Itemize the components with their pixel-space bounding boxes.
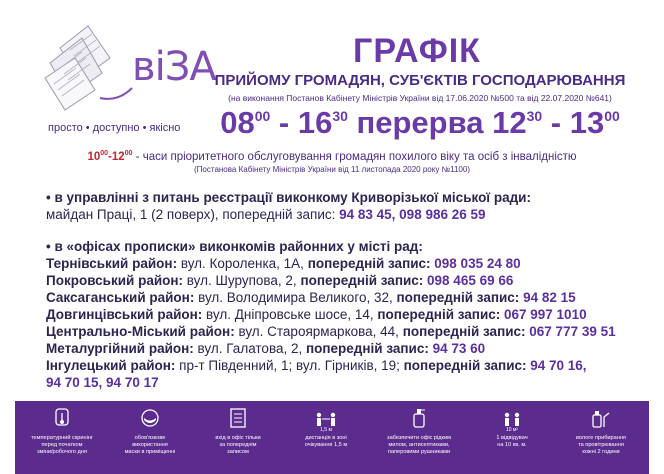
open-hour: 08 xyxy=(220,105,255,140)
district-row xyxy=(46,323,616,340)
district-row xyxy=(46,306,616,323)
district-row xyxy=(46,340,616,357)
district-phones: 067 997 1010 xyxy=(500,307,587,322)
sanitizer-icon xyxy=(407,407,431,429)
mask-icon xyxy=(138,407,162,429)
priority-decree-note: (Постанова Кабінету Міністрів України від 11 листопада 2020 року №1100) xyxy=(194,165,470,174)
district-phones: 94 70 15, 94 70 17 xyxy=(46,375,159,390)
hours-dash: - xyxy=(270,105,298,140)
district-phones: 098 465 69 66 xyxy=(423,273,514,288)
page-subtitle: ПРИЙОМУ ГРОМАДЯН, СУБ'ЄКТІВ ГОСПОДАРЮВАННЯ xyxy=(214,72,626,89)
open-minute: 00 xyxy=(254,108,271,124)
area-mark: 10 м² xyxy=(505,427,519,433)
district-address: вул. Короленка, 1А, xyxy=(177,256,308,271)
appointment-label: попередній запис: xyxy=(377,307,501,322)
logo-tagline: просто • доступно • якісно xyxy=(48,122,181,134)
priority-from-hour: 10 xyxy=(87,150,101,163)
district-row xyxy=(46,289,616,306)
appointment-label: попередній запис: xyxy=(402,324,526,339)
district-address: вул. Володимира Великого, 32, xyxy=(194,290,397,305)
main-office-address-text: майдан Праці, 1 (2 поверх), попередній запис: xyxy=(46,207,340,222)
priority-hours xyxy=(0,150,664,163)
footer-item-label: обов'язкове використання маски в приміщенні xyxy=(124,435,176,455)
footer-item-distance xyxy=(283,401,369,474)
distance-mark: 1,5 м xyxy=(320,427,332,433)
district-phones: 94 82 15 xyxy=(519,290,576,305)
break-end-minute: 00 xyxy=(604,108,620,124)
footer-item-cleaning xyxy=(557,401,645,474)
decree-note: (на виконання Постанов Кабінету Міністрів України від 17.06.2020 №500 та від 22.07.2020 №641) xyxy=(228,93,612,103)
thermometer-icon xyxy=(50,407,74,429)
district-name: Саксаганський район: xyxy=(46,290,195,305)
district-phones: 94 70 16, xyxy=(526,358,587,373)
footer-item-label: дистанція в зоні очікування 1,5 м xyxy=(304,435,348,448)
cleaning-icon xyxy=(589,407,613,429)
appointment-label: попередній запис: xyxy=(403,358,527,373)
priority-text: - часи пріоритетного обслуговування громадян похилого віку та осіб з інвалідністю xyxy=(132,150,577,163)
district-row xyxy=(46,255,616,272)
priority-to-hour: 12 xyxy=(111,150,125,163)
footer-item-label: температурний скринінг перед початком зміни/робочого дня xyxy=(31,435,93,455)
close-minute: 30 xyxy=(332,108,348,124)
footer-item-mask xyxy=(107,401,193,474)
appointment-label: попередній запис: xyxy=(305,341,429,356)
district-offices-heading-text: • в «офісах прописки» виконкомів районних у місті рад: xyxy=(46,239,423,254)
district-name: Металургійний район: xyxy=(46,341,194,356)
appointment-label: попередній запис: xyxy=(300,273,424,288)
district-address: вул. Староярмаркова, 44, xyxy=(234,324,403,339)
district-row xyxy=(46,357,616,374)
district-address: вул. Дніпровське шосе, 14, xyxy=(202,307,378,322)
break-start-minute: 30 xyxy=(526,108,543,124)
district-name: Центрально-Міський район: xyxy=(46,324,235,339)
district-name: Тернівський район: xyxy=(46,256,178,271)
district-phones: 067 777 39 51 xyxy=(525,324,616,339)
logo-wordmark-vi: ві xyxy=(132,44,165,90)
break-label: перерва xyxy=(347,105,493,140)
district-offices-heading xyxy=(46,238,616,255)
checklist-icon xyxy=(226,407,250,429)
page-title: ГРАФІК xyxy=(353,32,481,70)
break-start-hour: 12 xyxy=(492,105,527,140)
district-phones: 098 035 24 80 xyxy=(430,256,521,271)
break-end-hour: 13 xyxy=(569,105,605,140)
logo-wordmark-za: ЗА xyxy=(164,44,216,90)
district-offices-list xyxy=(46,238,616,391)
footer-item-temperature xyxy=(19,401,105,474)
footer-item-appointment xyxy=(195,401,281,474)
district-row-continuation xyxy=(46,374,616,391)
main-office-address xyxy=(46,207,486,222)
main-office-heading xyxy=(46,190,531,205)
district-address: вул. Галатова, 2, xyxy=(193,341,306,356)
priority-from-minute: 00 xyxy=(100,150,109,157)
district-address: пр-т Південний, 1; вул. Гірників, 19; xyxy=(175,358,404,373)
district-address: вул. Шурупова, 2, xyxy=(183,273,301,288)
footer-item-sanitizer xyxy=(371,401,467,474)
footer-item-visitors xyxy=(469,401,555,474)
footer-item-label: вологе прибирання та провітрювання кожні 2 години xyxy=(576,435,626,455)
district-row xyxy=(46,272,616,289)
distance-icon xyxy=(314,407,338,429)
footer-item-label: вхід в офіс тільки за попереднім записом xyxy=(215,435,261,455)
main-office-heading-text: • в управлінні з питань реєстрації виконкому Криворізької міської ради: xyxy=(46,190,531,205)
footer-item-label: 1 відвідувач на 10 кв. м. xyxy=(496,435,528,448)
priority-time xyxy=(87,151,132,163)
appointment-label: попередній запис: xyxy=(307,256,431,271)
working-hours xyxy=(195,105,645,141)
footer-item-label: забезпечити офіс рідким милом, антисептиками, паперовими рушниками xyxy=(387,435,451,455)
visitors-icon xyxy=(500,407,524,429)
district-phones: 94 73 60 xyxy=(428,341,486,356)
close-hour: 16 xyxy=(297,105,333,140)
district-name: Інгулецький район: xyxy=(46,358,176,373)
appointment-label: попередній запис: xyxy=(396,290,520,305)
priority-dash: - xyxy=(108,150,112,163)
main-office-phones: 94 83 45, 098 986 26 59 xyxy=(339,207,486,222)
district-name: Довгинцівський район: xyxy=(46,307,203,322)
break-dash: - xyxy=(542,105,570,140)
district-name: Покровський район: xyxy=(46,273,184,288)
priority-to-minute: 00 xyxy=(124,150,133,157)
safety-rules-footer xyxy=(15,401,649,474)
